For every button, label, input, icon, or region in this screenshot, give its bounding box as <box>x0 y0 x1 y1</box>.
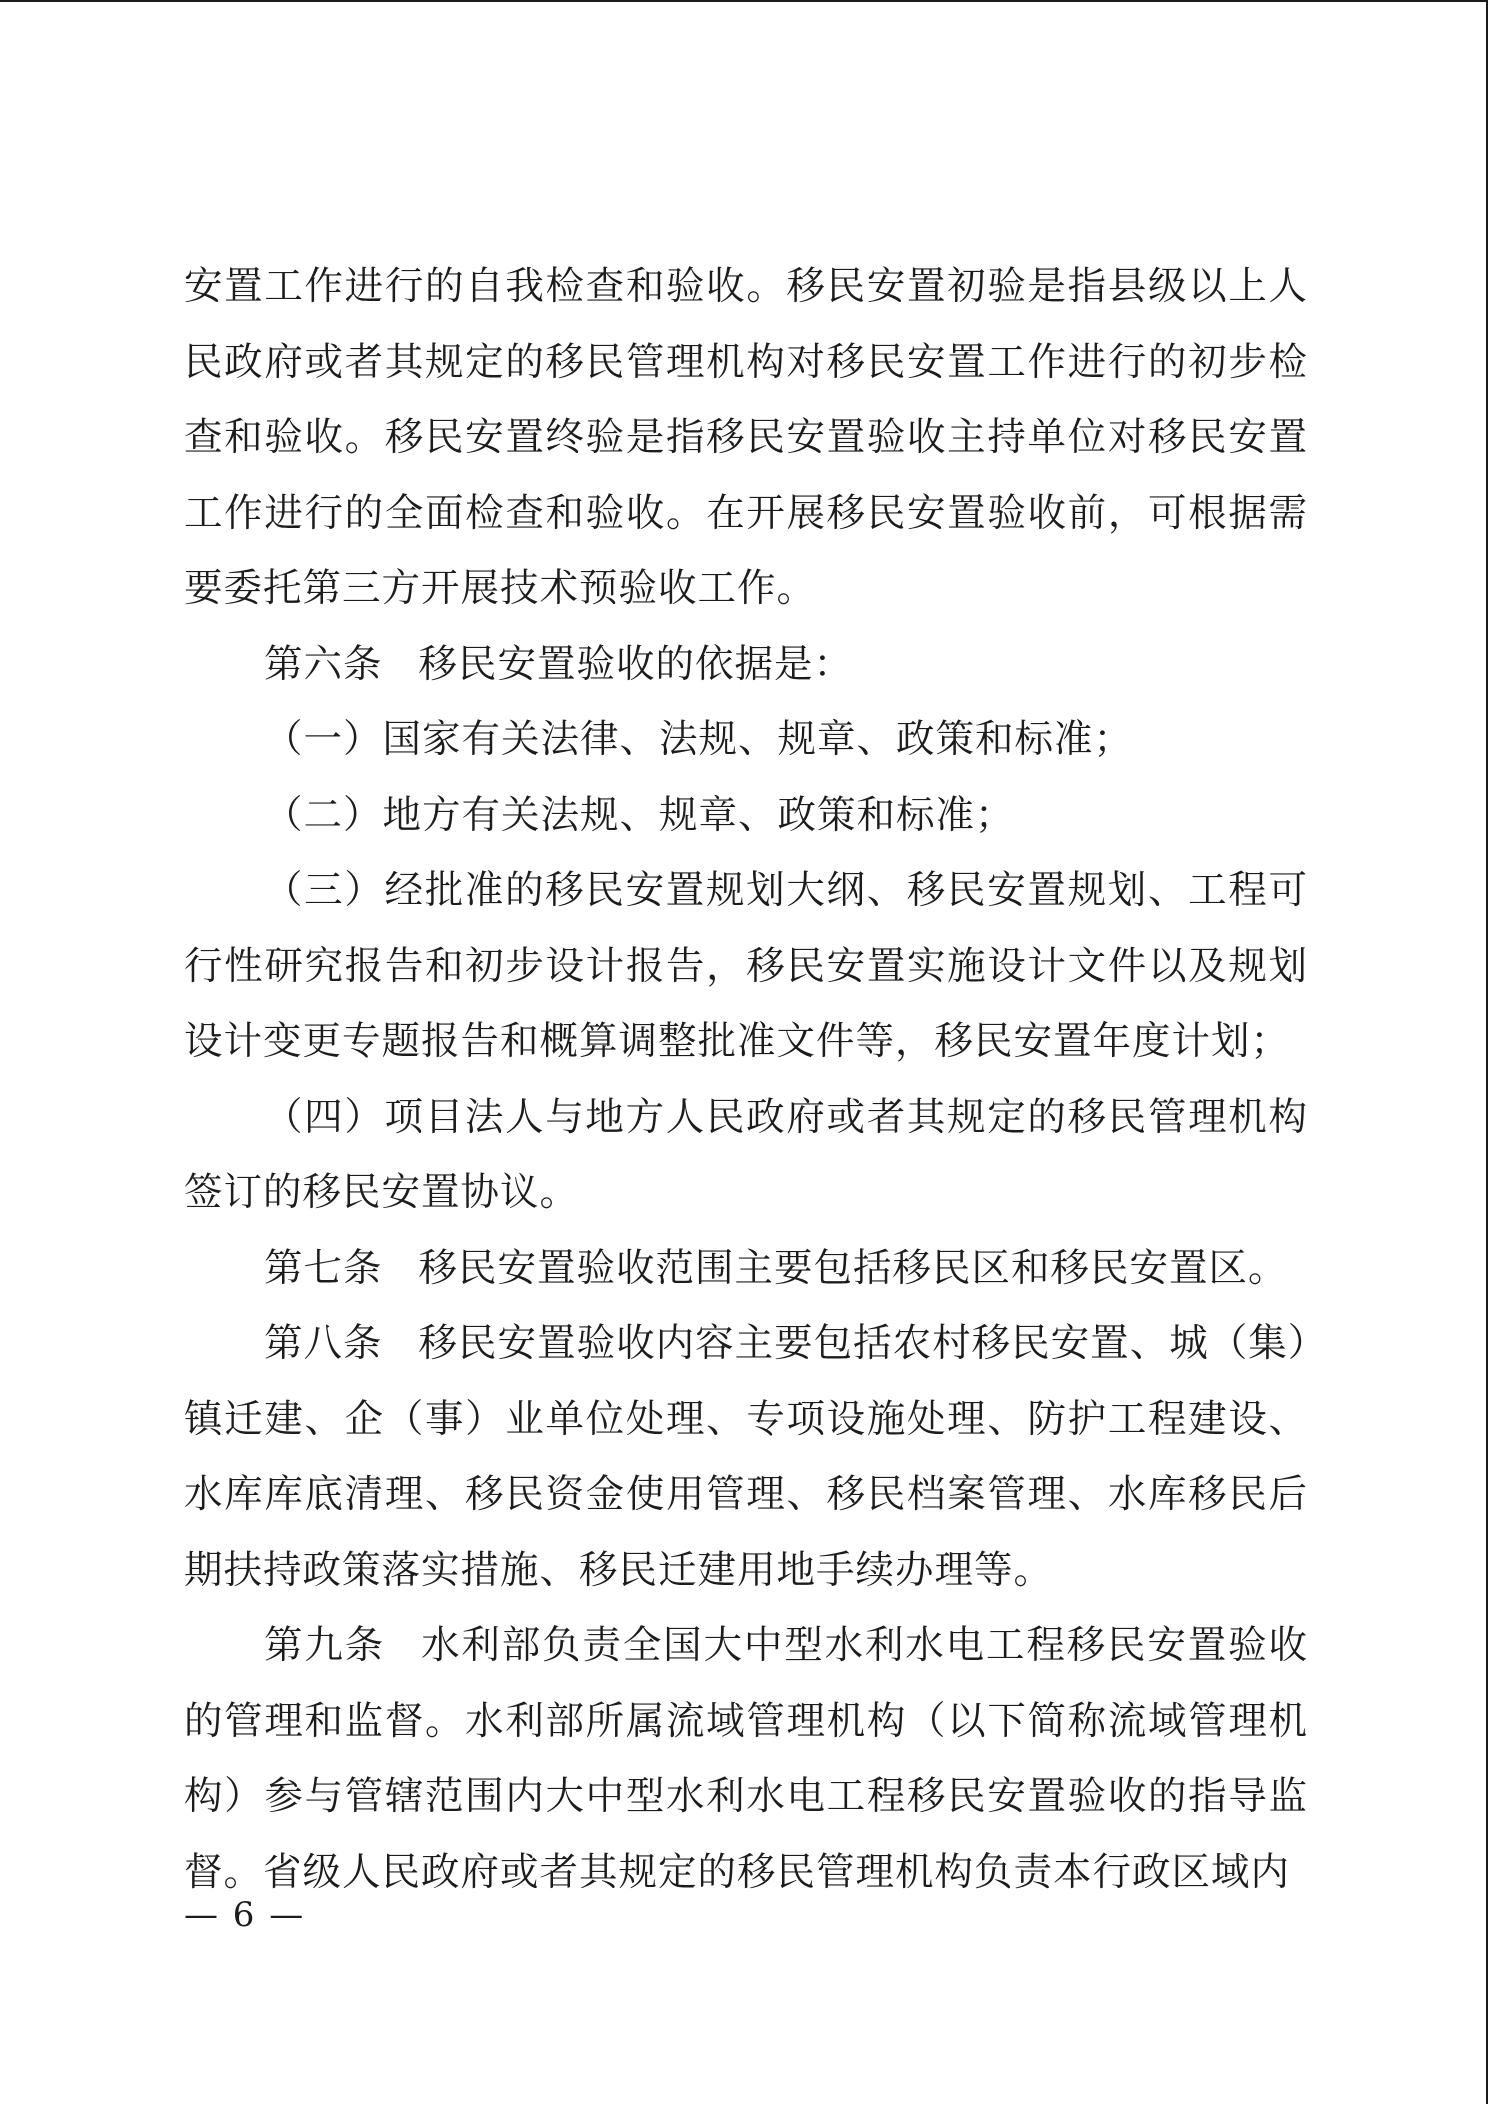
paragraph-text: 移民安置验收内容主要包括农村移民安置、城（集）镇迁建、企（事）业单位处理、专项设施处理、防护工程建设、水库库底清理、移民资金使用管理、移民档案管理、水库移民后期扶持政策落实措施、移民迁建用地手续办理等。 <box>184 1321 1308 1593</box>
paragraph-text: （一）国家有关法律、法规、规章、政策和标准； <box>264 717 1134 762</box>
article-number: 第八条 <box>264 1321 383 1366</box>
article-number: 第九条 <box>264 1623 386 1668</box>
article-number: 第七条 <box>264 1245 383 1291</box>
list-item-2 <box>184 778 1308 854</box>
page-top-border <box>0 0 1488 2</box>
article-8 <box>184 1306 1308 1608</box>
article-9 <box>184 1608 1308 1910</box>
paragraph-continuation <box>184 249 1308 627</box>
paragraph-text: 水利部负责全国大中型水利水电工程移民安置验收的管理和监督。水利部所属流域管理机构（以下简称流域管理机构）参与管辖范围内大中型水利水电工程移民安置验收的指导监督。省级人民政府或者其规定的移民管理机构负责本行政区域内 <box>184 1623 1308 1895</box>
article-number: 第六条 <box>264 641 383 687</box>
list-item-4 <box>184 1080 1308 1231</box>
paragraph-text: （四）项目法人与地方人民政府或者其规定的移民管理机构签订的移民安置协议。 <box>184 1094 1308 1215</box>
list-item-1 <box>184 702 1308 778</box>
paragraph-text: （二）地方有关法规、规章、政策和标准； <box>264 792 1015 838</box>
paragraph-text: 安置工作进行的自我检查和验收。移民安置初验是指县级以上人民政府或者其规定的移民管理机构对移民安置工作进行的初步检查和验收。移民安置终验是指移民安置验收主持单位对移民安置工作进行的全面检查和验收。在开展移民安置验收前，可根据需要委托第三方开展技术预验收工作。 <box>184 264 1308 611</box>
list-item-3 <box>184 853 1308 1080</box>
article-6 <box>184 627 1308 703</box>
paragraph-text: 移民安置验收范围主要包括移民区和移民安置区。 <box>418 1245 1288 1291</box>
paragraph-text: （三）经批准的移民安置规划大纲、移民安置规划、工程可行性研究报告和初步设计报告，移民安置实施设计文件以及规划设计变更专题报告和概算调整批准文件等，移民安置年度计划； <box>184 868 1308 1064</box>
page-number: — 6 — <box>184 1895 306 1935</box>
paragraph-text: 移民安置验收的依据是： <box>418 641 854 687</box>
document-body <box>184 249 1308 1910</box>
article-7 <box>184 1231 1308 1307</box>
